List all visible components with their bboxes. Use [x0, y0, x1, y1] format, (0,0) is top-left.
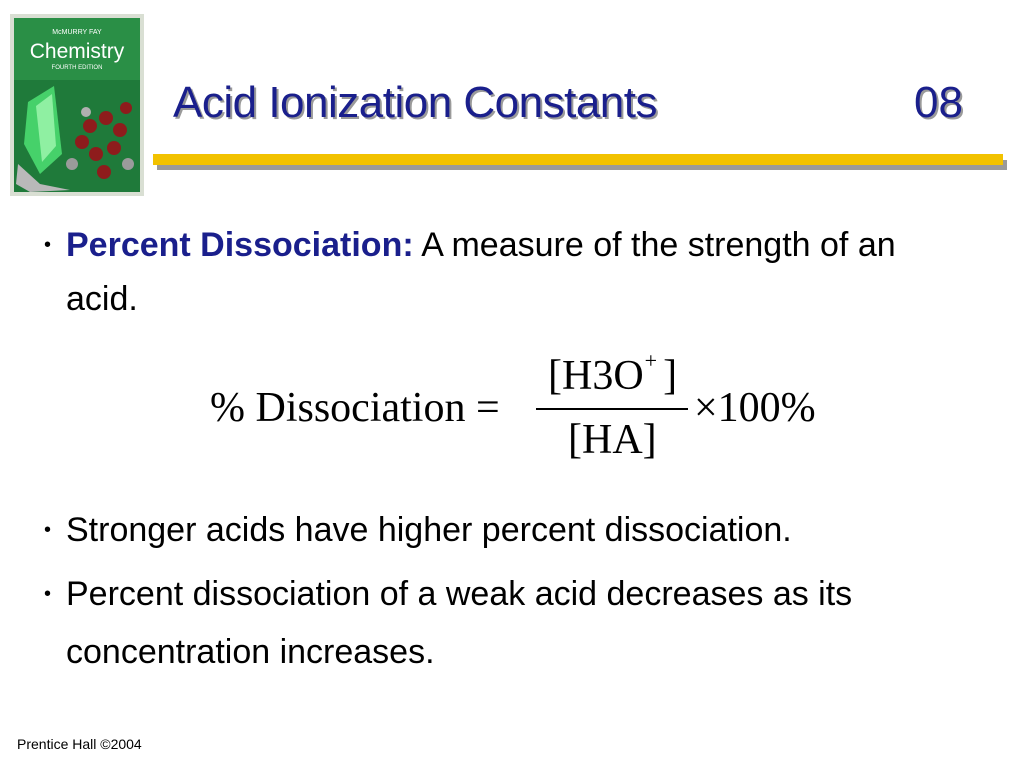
bullet-dot: • — [44, 583, 52, 605]
bullet-dot: • — [44, 234, 52, 256]
bullet-term: Percent Dissociation: — [66, 226, 414, 264]
bullet-dot: • — [44, 519, 52, 541]
cover-title: Chemistry — [29, 40, 125, 63]
bullet-definition: A measure of the strength of an acid. — [66, 226, 896, 318]
equation-rhs: ×100% — [694, 385, 816, 431]
fraction-bar — [536, 408, 688, 410]
bullet-text — [66, 218, 974, 326]
equation-denominator: [HA] — [568, 417, 657, 463]
book-cover-image — [10, 14, 144, 196]
book-cover-graphic — [10, 14, 144, 196]
slide-title: Acid Ionization Constants — [173, 78, 658, 127]
bullet-item — [44, 218, 974, 326]
percent-dissociation-equation — [210, 348, 850, 472]
numerator-charge: + — [644, 348, 658, 373]
numerator-close: ] — [663, 353, 678, 399]
slide-number: 08 — [914, 78, 963, 127]
bullet-text: Stronger acids have higher percent dissociation. — [66, 511, 792, 549]
cover-authors: McMURRY FAY — [52, 29, 102, 36]
bullet-text: Percent dissociation of a weak acid decreases as its concentration increases. — [66, 575, 853, 671]
equation-lhs: % Dissociation = — [210, 385, 500, 431]
footer-copyright: Prentice Hall ©2004 — [17, 736, 142, 752]
numerator-main: [H3O — [548, 353, 644, 399]
equation-numerator — [548, 348, 678, 400]
cover-edition: FOURTH EDITION — [51, 65, 103, 71]
title-rule — [153, 154, 1003, 165]
bullet-item — [44, 503, 974, 557]
bullet-item — [44, 565, 974, 681]
